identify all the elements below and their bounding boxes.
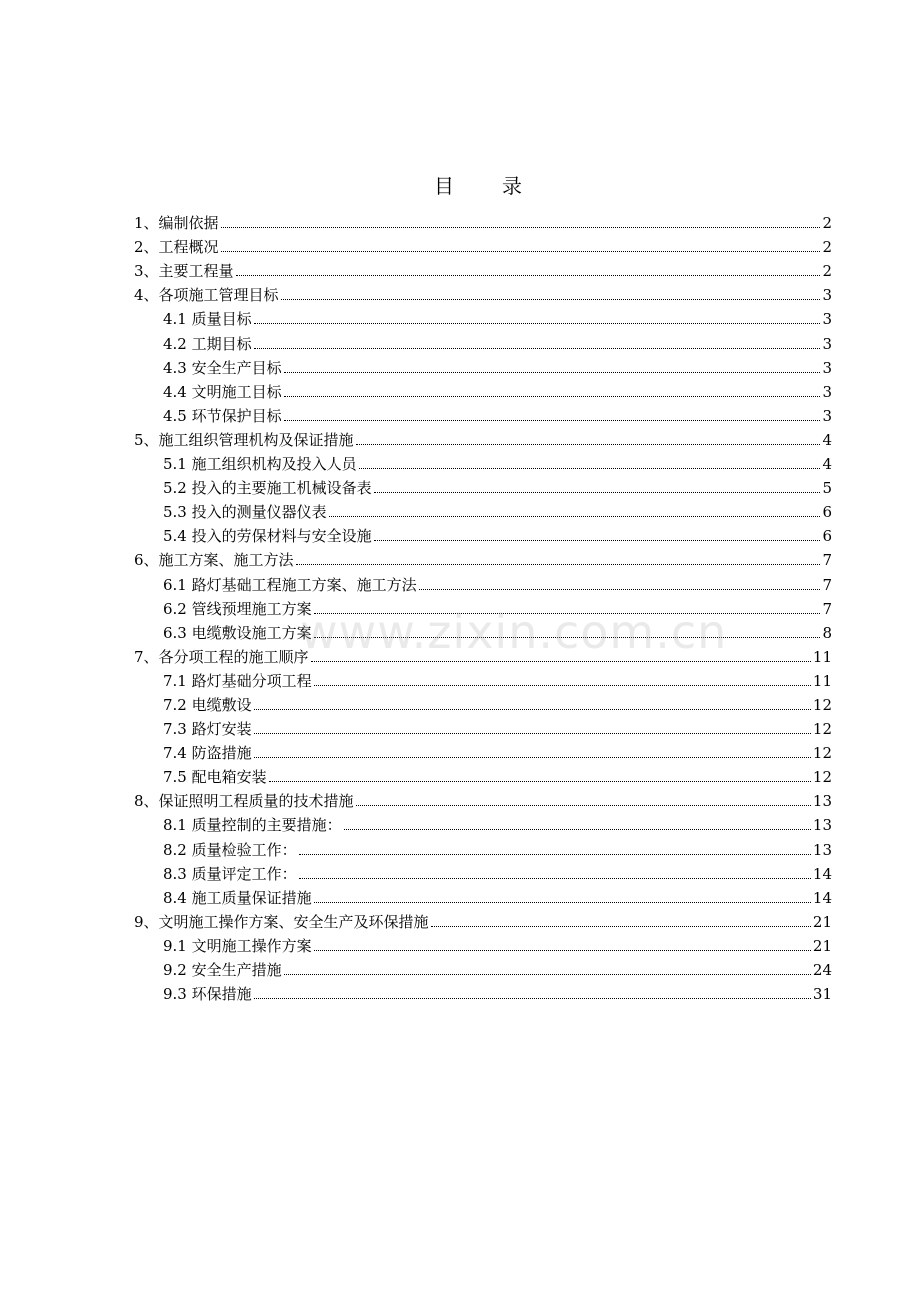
toc-entry-label: 6.2 管线预埋施工方案	[163, 599, 312, 618]
toc-dot-leader	[284, 372, 821, 373]
toc-entry-label: 8.4 施工质量保证措施	[163, 888, 312, 907]
toc-entry-label: 3、主要工程量	[134, 262, 234, 281]
toc-entry-page-number: 24	[812, 961, 832, 979]
toc-entry[interactable]	[134, 498, 832, 522]
toc-entry-page-number: 2	[822, 262, 832, 281]
toc-entry-page-number: 7	[822, 575, 832, 594]
toc-dot-leader	[356, 444, 821, 445]
toc-dot-leader	[254, 323, 821, 324]
toc-dot-leader	[236, 275, 821, 276]
toc-dot-leader	[356, 805, 811, 806]
toc-entry-page-number: 3	[822, 286, 832, 305]
toc-entry-label: 5.2 投入的主要施工机械设备表	[163, 479, 372, 498]
toc-entry[interactable]	[134, 715, 832, 739]
toc-entry-label: 7、各分项工程的施工顺序	[134, 647, 309, 666]
toc-dot-leader	[284, 396, 821, 397]
toc-entry-page-number: 7	[822, 551, 832, 570]
toc-entry-page-number: 11	[812, 671, 832, 690]
watermark: www.zixin.com.cn	[300, 605, 728, 659]
title-char-2: 录	[502, 174, 522, 198]
toc-entry-page-number: 3	[822, 406, 832, 425]
toc-entry-label: 5.4 投入的劳保材料与安全设施	[163, 527, 372, 546]
toc-dot-leader	[314, 902, 811, 903]
toc-entry[interactable]	[134, 378, 832, 402]
toc-entry-label: 8、保证照明工程质量的技术措施	[134, 792, 354, 811]
toc-entry[interactable]	[134, 281, 832, 305]
toc-entry[interactable]	[134, 426, 832, 450]
toc-entry-page-number: 14	[812, 864, 832, 883]
toc-entry[interactable]	[134, 233, 832, 257]
toc-entry[interactable]	[134, 305, 832, 329]
toc-entry-page-number: 13	[812, 816, 832, 835]
toc-dot-leader	[314, 950, 811, 951]
toc-entry[interactable]	[134, 522, 832, 546]
toc-entry-page-number: 4	[822, 430, 832, 449]
toc-dot-leader	[269, 781, 811, 782]
toc-entry-label: 5、施工组织管理机构及保证措施	[134, 430, 354, 449]
toc-dot-leader	[254, 757, 811, 758]
toc-dot-leader	[329, 516, 821, 517]
toc-entry-label: 4、各项施工管理目标	[134, 286, 279, 305]
toc-entry-page-number: 12	[812, 695, 832, 714]
toc-dot-leader	[284, 974, 811, 975]
toc-entry-page-number: 31	[812, 985, 832, 1004]
toc-dot-leader	[299, 854, 811, 855]
toc-dot-leader	[374, 492, 821, 493]
toc-entry-label: 6.1 路灯基础工程施工方案、施工方法	[163, 575, 417, 594]
toc-entry[interactable]	[134, 835, 832, 859]
toc-entry-page-number: 3	[822, 382, 832, 401]
toc-entry[interactable]	[134, 209, 832, 233]
toc-entry-page-number: 4	[822, 455, 832, 474]
toc-dot-leader	[344, 829, 811, 830]
toc-entry-page-number: 3	[822, 334, 832, 353]
toc-entry-label: 8.2 质量检验工作：	[163, 840, 297, 859]
toc-entry[interactable]	[134, 763, 832, 787]
toc-entry-page-number: 12	[812, 744, 832, 763]
toc-dot-leader	[254, 709, 811, 710]
toc-entry[interactable]	[134, 811, 832, 835]
toc-entry[interactable]	[134, 667, 832, 691]
toc-dot-leader	[296, 564, 821, 565]
toc-entry-page-number: 7	[822, 599, 832, 618]
toc-entry-label: 1、编制依据	[134, 214, 219, 233]
toc-entry[interactable]	[134, 354, 832, 378]
toc-entry[interactable]	[134, 691, 832, 715]
toc-entry-page-number: 11	[812, 647, 832, 666]
toc-entry-label: 7.4 防盗措施	[163, 744, 252, 763]
toc-entry-label: 4.1 质量目标	[163, 310, 252, 329]
toc-entry-label: 7.1 路灯基础分项工程	[163, 671, 312, 690]
toc-entry-page-number: 2	[822, 238, 832, 257]
toc-dot-leader	[254, 998, 811, 999]
toc-entry-label: 4.5 环节保护目标	[163, 406, 282, 425]
toc-entry-page-number: 13	[812, 792, 832, 811]
toc-entry-label: 6.3 电缆敷设施工方案	[163, 623, 312, 642]
toc-dot-leader	[374, 540, 821, 541]
toc-entry-label: 7.2 电缆敷设	[163, 695, 252, 714]
toc-entry[interactable]	[134, 546, 832, 570]
toc-entry[interactable]	[134, 739, 832, 763]
toc-entry-label: 5.3 投入的测量仪器仪表	[163, 503, 327, 522]
toc-entry[interactable]	[134, 956, 832, 980]
toc-dot-leader	[431, 926, 811, 927]
toc-entry-label: 7.3 路灯安装	[163, 720, 252, 739]
toc-entry[interactable]	[134, 570, 832, 594]
toc-entry[interactable]	[134, 980, 832, 1004]
toc-dot-leader	[281, 299, 821, 300]
toc-entry-label: 4.2 工期目标	[163, 334, 252, 353]
toc-entry-page-number: 12	[812, 768, 832, 787]
toc-dot-leader	[221, 251, 821, 252]
toc-entry-label: 7.5 配电箱安装	[163, 768, 267, 787]
toc-entry-page-number: 6	[822, 527, 832, 546]
toc-entry[interactable]	[134, 908, 832, 932]
toc-entry-page-number: 12	[812, 720, 832, 739]
toc-entry-page-number: 14	[812, 888, 832, 907]
toc-entry[interactable]	[134, 787, 832, 811]
toc-entry-page-number: 21	[812, 936, 832, 955]
toc-entry[interactable]	[134, 450, 832, 474]
toc-dot-leader	[311, 661, 811, 662]
toc-entry[interactable]	[134, 329, 832, 353]
toc-entry-page-number: 3	[822, 358, 832, 377]
toc-entry-page-number: 3	[822, 310, 832, 329]
title-char-1: 目	[434, 174, 454, 198]
toc-dot-leader	[419, 589, 821, 590]
toc-entry[interactable]	[134, 402, 832, 426]
toc-entry-label: 2、工程概况	[134, 238, 219, 257]
toc-dot-leader	[299, 878, 811, 879]
toc-entry-label: 5.1 施工组织机构及投入人员	[163, 455, 357, 474]
toc-dot-leader	[221, 227, 821, 228]
toc-dot-leader	[314, 685, 811, 686]
toc-entry-label: 9.2 安全生产措施	[163, 961, 282, 979]
toc-entry-label: 9.1 文明施工操作方案	[163, 936, 312, 955]
toc-entry-label: 4.4 文明施工目标	[163, 382, 282, 401]
toc-entry[interactable]	[134, 474, 832, 498]
toc-entry-page-number: 8	[822, 623, 832, 642]
toc-entry-label: 8.3 质量评定工作：	[163, 864, 297, 883]
toc-entry[interactable]	[134, 884, 832, 908]
toc-dot-leader	[284, 420, 821, 421]
toc-entry-label: 9、文明施工操作方案、安全生产及环保措施	[134, 912, 429, 931]
toc-dot-leader	[359, 468, 821, 469]
page-title	[0, 172, 920, 200]
toc-entry-page-number: 2	[822, 214, 832, 233]
toc-entry-page-number: 5	[822, 479, 832, 498]
toc-entry-page-number: 6	[822, 503, 832, 522]
toc-entry-label: 6、施工方案、施工方法	[134, 551, 294, 570]
toc-dot-leader	[254, 733, 811, 734]
toc-entry-page-number: 13	[812, 840, 832, 859]
toc-dot-leader	[254, 348, 821, 349]
toc-entry[interactable]	[134, 932, 832, 956]
toc-entry-label: 4.3 安全生产目标	[163, 358, 282, 377]
toc-entry[interactable]	[134, 257, 832, 281]
toc-entry[interactable]	[134, 860, 832, 884]
toc-entry-page-number: 21	[812, 912, 832, 931]
toc-entry-label: 8.1 质量控制的主要措施：	[163, 816, 342, 835]
toc-entry-label: 9.3 环保措施	[163, 985, 252, 1004]
